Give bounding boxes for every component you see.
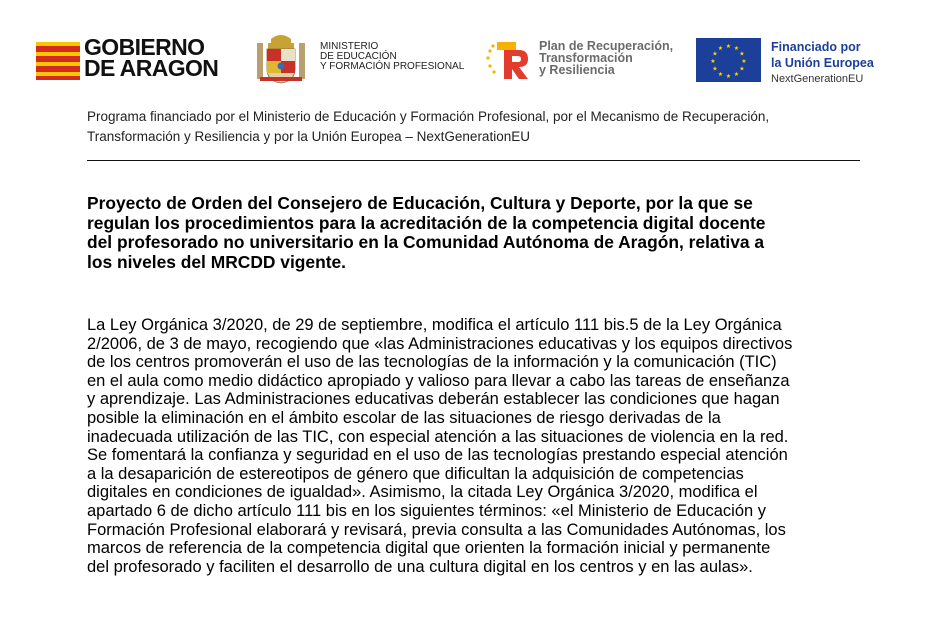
body-line: Se fomentará la confianza y seguridad en el uso de las tecnologías prestando especial atención [87,446,788,465]
eu-line1: Financiado por [771,40,861,54]
svg-text:★: ★ [739,65,745,73]
eu-logo-text [771,39,874,87]
svg-text:★: ★ [725,43,732,50]
svg-text:★: ★ [712,50,718,58]
aragon-logo-text [84,34,219,81]
eu-flag-icon [696,38,761,82]
coat-of-arms-icon [256,33,306,85]
body-line: del profesorado y faciliten el desarrollo de una cultura digital en los centros y en las aulas». [87,557,753,576]
body-line: La Ley Orgánica 3/2020, de 29 de septiembre, modifica el artículo 111 bis.5 de la Ley Orgánica [87,316,782,334]
body-line: inadecuada utilización de las TIC, con especial atención a las situaciones de violencia en la red. [87,427,789,446]
body-line: digitales en condiciones de igualdad». Asimismo, la citada Ley Orgánica 3/2020, modifica el [87,483,758,502]
body-line: marcos de referencia de la competencia digital que orienten la formación inicial y permanente [87,539,771,558]
prtr-line3: y Resiliencia [539,63,615,77]
aragon-logo-line2: DE ARAGON [84,55,219,81]
title-line: Proyecto de Orden del Consejero de Educación, Cultura y Deporte, por la que se [87,193,753,213]
svg-text:★: ★ [733,71,740,78]
ministerio-line2: DE EDUCACIÓN [320,51,397,62]
body-line: apartado 6 de dicho artículo 111 bis en los siguientes términos: «el Ministerio de Educación y [87,501,767,520]
body-paragraph [87,316,899,576]
title-line: del profesorado no universitario en la Comunidad Autónoma de Aragón, relativa a [87,232,765,252]
svg-text:★: ★ [712,65,718,73]
body-line: a la desaparición de estereotipos de género que dificultan la adquisición de competencias [87,464,744,483]
aragon-flag-icon [36,42,80,80]
prtr-logo-icon [486,39,532,81]
body-line: 2/2006, de 3 de mayo, recogiendo que «las Administraciones educativas y los equipos directivos [87,334,793,353]
prtr-logo-text [539,40,673,76]
prtr-line2: Transformación [539,51,633,65]
ministerio-line1: MINISTERIO [320,41,379,52]
svg-text:★: ★ [717,71,724,78]
title-line: regulan los procedimientos para la acreditación de la competencia digital docente [87,212,766,233]
document-title [87,194,899,272]
eu-line2: la Unión Europea [771,56,874,70]
svg-text:★: ★ [725,73,732,80]
body-line: en el aula como medio didáctico apropiado y valioso para llevar a cabo las tareas de enseñanza [87,371,790,390]
body-line: y aprendizaje. Las Administraciones educativas deberán establecer las condiciones que hagan [87,390,780,409]
ministerio-logo-text [320,42,464,72]
header-divider [87,160,860,161]
title-line: los niveles del MRCDD vigente. [87,251,346,272]
body-line: posible la eliminación en el ámbito escolar de las situaciones de riesgo derivadas de la [87,408,721,427]
svg-text:★: ★ [717,45,724,52]
logo-header [0,0,930,100]
aragon-logo-line1: GOBIERNO [84,34,205,60]
svg-text:★: ★ [710,58,716,65]
body-line: Formación Profesional elaborará y revisará, previa consulta a las Comunidades Autónomas, los [87,520,786,539]
program-note-line1: Programa financiado por el Ministerio de Educación y Formación Profesional, por el Mecanismo de Recuperación, [87,109,770,124]
eu-line3: NextGenerationEU [771,73,864,85]
svg-text:★: ★ [733,45,740,52]
svg-text:★: ★ [739,50,745,58]
ministerio-line3: Y FORMACIÓN PROFESIONAL [320,61,465,72]
body-line: de los centros promoverán el uso de las tecnologías de la información y la comunicación (TIC) [87,353,777,372]
prtr-line1: Plan de Recuperación, [539,39,674,53]
program-funding-note [87,107,887,147]
program-note-line2: Transformación y Resiliencia y por la Unión Europea – NextGenerationEU [87,129,530,144]
svg-text:★: ★ [741,58,747,65]
